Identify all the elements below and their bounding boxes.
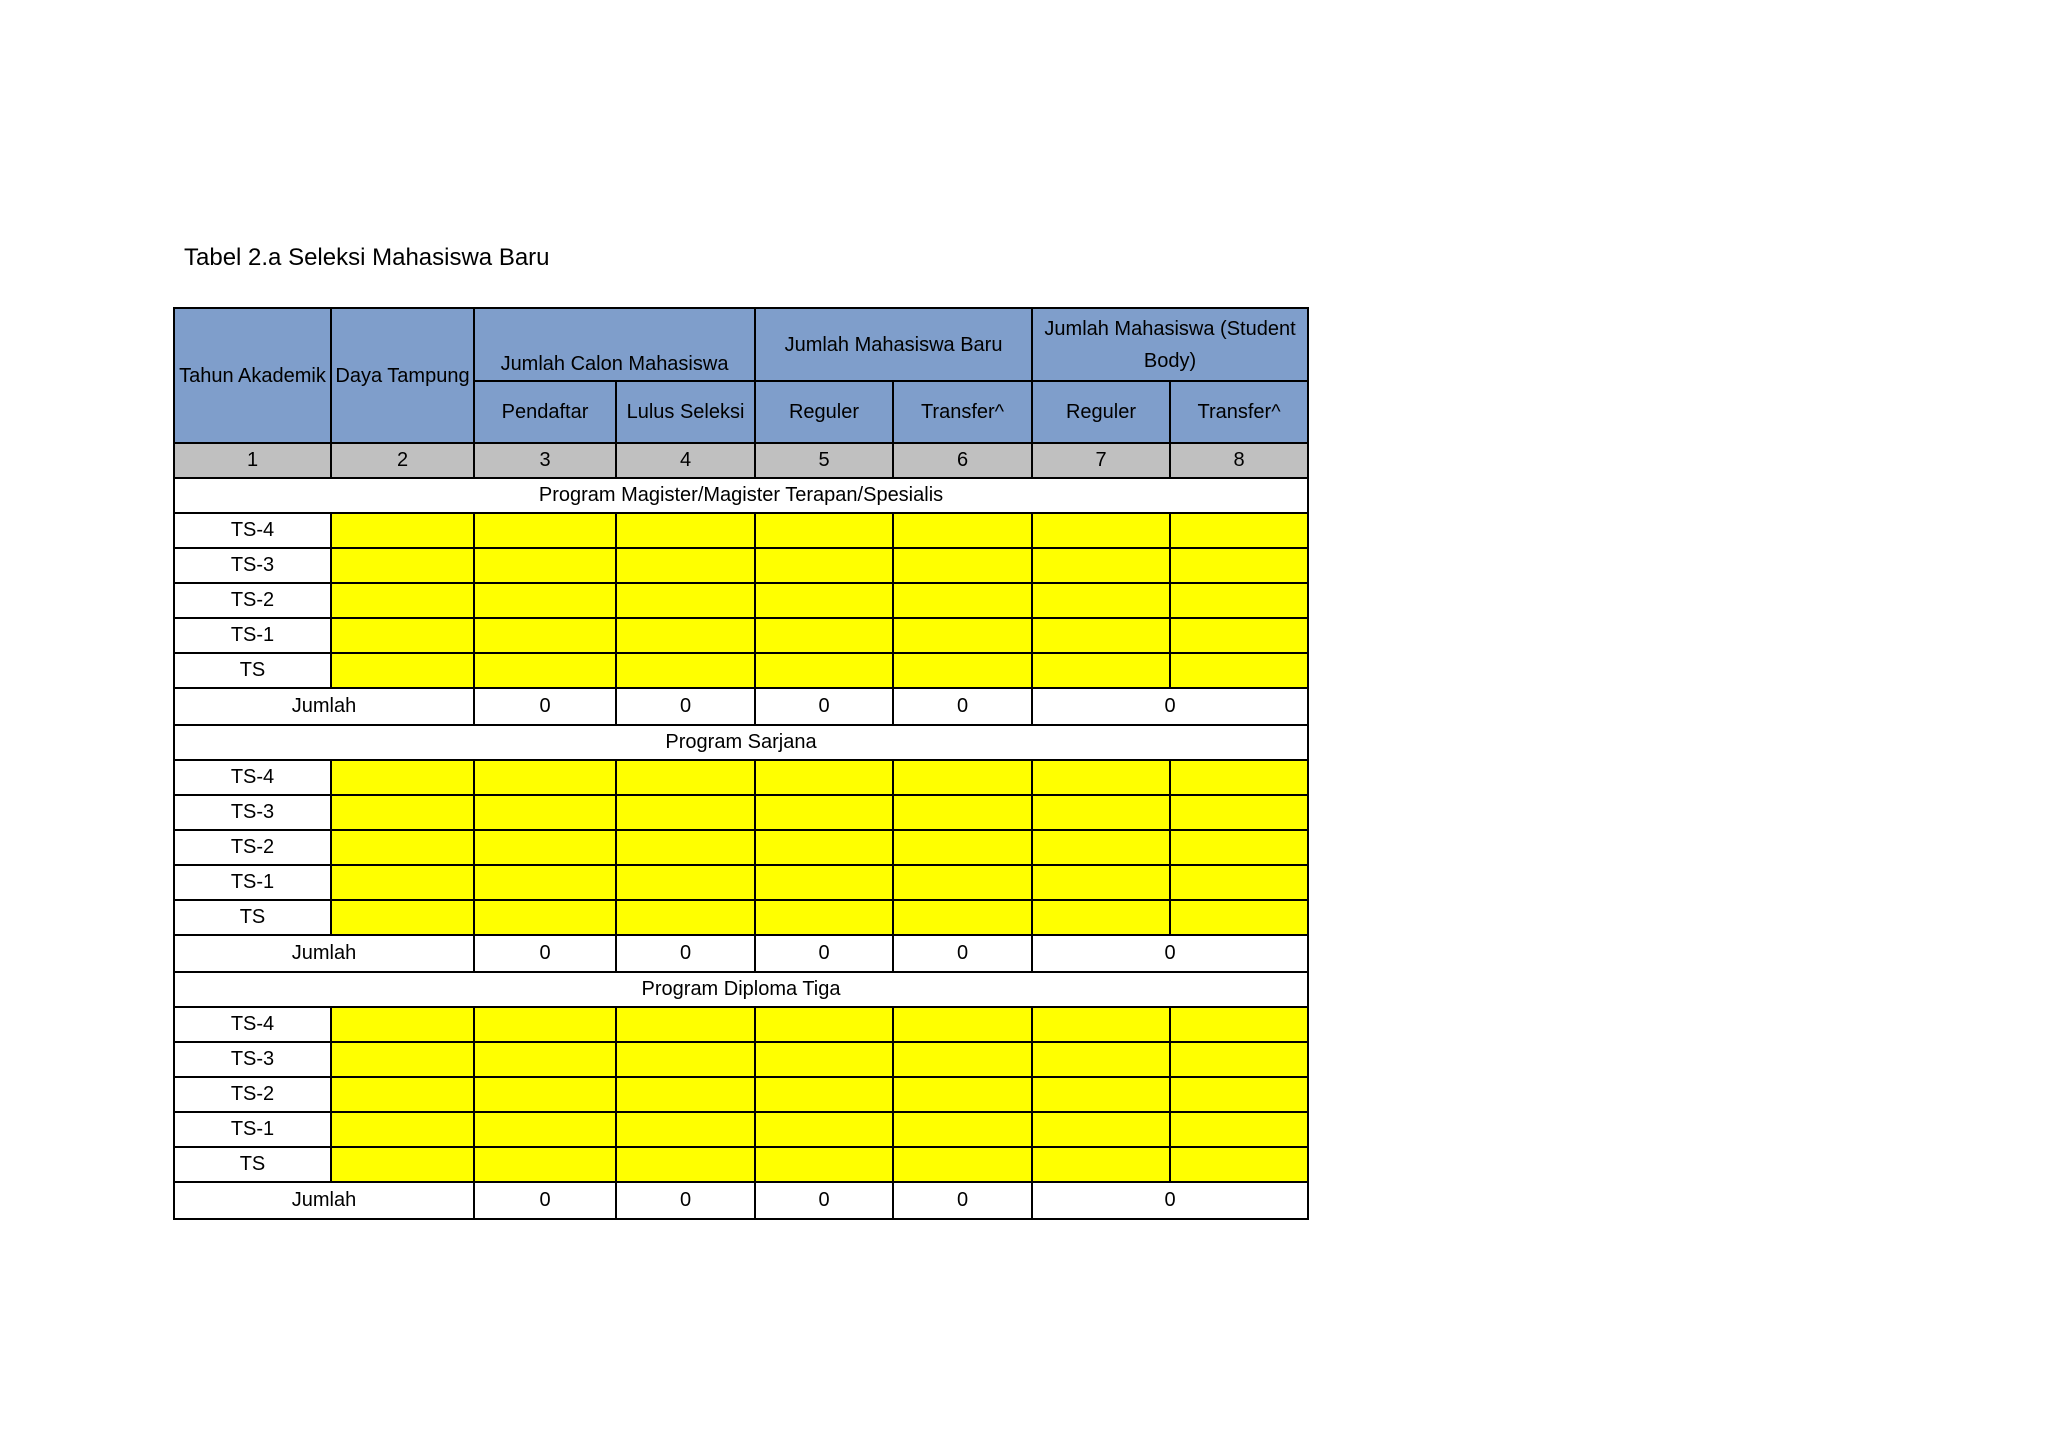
input-cell[interactable]	[616, 618, 755, 653]
row-label: TS	[174, 1147, 331, 1182]
input-cell[interactable]	[755, 865, 893, 900]
row-label: TS-2	[174, 1077, 331, 1112]
column-number: 7	[1032, 443, 1170, 478]
input-cell[interactable]	[893, 865, 1032, 900]
input-cell[interactable]	[474, 1077, 616, 1112]
input-cell[interactable]	[1170, 513, 1308, 548]
column-number: 2	[331, 443, 474, 478]
input-cell[interactable]	[893, 1042, 1032, 1077]
row-label: TS-3	[174, 548, 331, 583]
column-number: 4	[616, 443, 755, 478]
row-label: TS-1	[174, 618, 331, 653]
total-value: 0	[893, 688, 1032, 725]
input-cell[interactable]	[1170, 653, 1308, 688]
row-label: TS	[174, 900, 331, 935]
input-cell[interactable]	[1032, 900, 1170, 935]
total-value: 0	[474, 688, 616, 725]
input-cell[interactable]	[331, 513, 474, 548]
seleksi-table	[173, 307, 1309, 1220]
input-cell[interactable]	[474, 548, 616, 583]
total-value: 0	[755, 935, 893, 972]
input-cell[interactable]	[1032, 583, 1170, 618]
row-label: TS-3	[174, 1042, 331, 1077]
input-cell[interactable]	[616, 795, 755, 830]
table-row	[174, 583, 1308, 618]
input-cell[interactable]	[893, 653, 1032, 688]
input-cell[interactable]	[1170, 900, 1308, 935]
total-label: Jumlah	[174, 1182, 474, 1219]
row-label: TS	[174, 653, 331, 688]
input-cell[interactable]	[474, 1147, 616, 1182]
section-title: Program Diploma Tiga	[174, 972, 1308, 1007]
column-number: 6	[893, 443, 1032, 478]
input-cell[interactable]	[474, 1007, 616, 1042]
input-cell[interactable]	[331, 653, 474, 688]
input-cell[interactable]	[616, 513, 755, 548]
input-cell[interactable]	[474, 865, 616, 900]
input-cell[interactable]	[893, 1112, 1032, 1147]
input-cell[interactable]	[474, 513, 616, 548]
input-cell[interactable]	[1170, 830, 1308, 865]
input-cell[interactable]	[1170, 548, 1308, 583]
section-row	[174, 972, 1308, 1007]
table-row	[174, 653, 1308, 688]
section-row	[174, 725, 1308, 760]
section-row	[174, 478, 1308, 513]
input-cell[interactable]	[1170, 760, 1308, 795]
input-cell[interactable]	[1170, 1147, 1308, 1182]
total-value: 0	[893, 935, 1032, 972]
input-cell[interactable]	[893, 900, 1032, 935]
input-cell[interactable]	[755, 830, 893, 865]
row-label: TS-4	[174, 513, 331, 548]
input-cell[interactable]	[474, 900, 616, 935]
section-title: Program Sarjana	[174, 725, 1308, 760]
table-row	[174, 618, 1308, 653]
input-cell[interactable]	[893, 795, 1032, 830]
section-title: Program Magister/Magister Terapan/Spesialis	[174, 478, 1308, 513]
input-cell[interactable]	[616, 865, 755, 900]
total-value: 0	[755, 688, 893, 725]
total-row	[174, 935, 1308, 972]
input-cell[interactable]	[1170, 618, 1308, 653]
input-cell[interactable]	[1170, 1007, 1308, 1042]
column-number: 5	[755, 443, 893, 478]
input-cell[interactable]	[616, 830, 755, 865]
row-label: TS-2	[174, 583, 331, 618]
input-cell[interactable]	[616, 1077, 755, 1112]
input-cell[interactable]	[893, 1077, 1032, 1112]
total-value: 0	[755, 1182, 893, 1219]
input-cell[interactable]	[893, 548, 1032, 583]
input-cell[interactable]	[893, 513, 1032, 548]
row-label: TS-4	[174, 1007, 331, 1042]
input-cell[interactable]	[1032, 1112, 1170, 1147]
total-value: 0	[893, 1182, 1032, 1219]
input-cell[interactable]	[1032, 865, 1170, 900]
row-label: TS-4	[174, 760, 331, 795]
column-number-row	[174, 443, 1308, 478]
input-cell[interactable]	[1032, 1007, 1170, 1042]
input-cell[interactable]	[755, 795, 893, 830]
input-cell[interactable]	[331, 1042, 474, 1077]
input-cell[interactable]	[893, 760, 1032, 795]
header-student-body: Jumlah Mahasiswa (Student Body)	[1032, 308, 1308, 381]
input-cell[interactable]	[1032, 513, 1170, 548]
input-cell[interactable]	[1170, 795, 1308, 830]
row-label: TS-1	[174, 865, 331, 900]
input-cell[interactable]	[893, 618, 1032, 653]
table-row	[174, 1042, 1308, 1077]
input-cell[interactable]	[1170, 1077, 1308, 1112]
table-row	[174, 795, 1308, 830]
input-cell[interactable]	[616, 900, 755, 935]
column-number: 8	[1170, 443, 1308, 478]
input-cell[interactable]	[616, 1147, 755, 1182]
input-cell[interactable]	[755, 583, 893, 618]
table-row	[174, 830, 1308, 865]
table-row	[174, 1147, 1308, 1182]
input-cell[interactable]	[755, 1007, 893, 1042]
input-cell[interactable]	[474, 1112, 616, 1147]
row-label: TS-3	[174, 795, 331, 830]
input-cell[interactable]	[1032, 795, 1170, 830]
input-cell[interactable]	[331, 618, 474, 653]
input-cell[interactable]	[755, 1147, 893, 1182]
input-cell[interactable]	[755, 618, 893, 653]
input-cell[interactable]	[331, 900, 474, 935]
table-row	[174, 760, 1308, 795]
table-row	[174, 1007, 1308, 1042]
input-cell[interactable]	[331, 1112, 474, 1147]
input-cell[interactable]	[1032, 1077, 1170, 1112]
header-jumlah-calon: Jumlah Calon Mahasiswa	[474, 308, 755, 381]
input-cell[interactable]	[331, 795, 474, 830]
header-reguler-baru: Reguler	[755, 381, 893, 443]
input-cell[interactable]	[474, 830, 616, 865]
input-cell[interactable]	[616, 1112, 755, 1147]
input-cell[interactable]	[331, 548, 474, 583]
total-value: 0	[616, 935, 755, 972]
input-cell[interactable]	[1032, 1147, 1170, 1182]
input-cell[interactable]	[474, 795, 616, 830]
input-cell[interactable]	[755, 760, 893, 795]
total-value: 0	[474, 1182, 616, 1219]
input-cell[interactable]	[1032, 548, 1170, 583]
total-value: 0	[1032, 1182, 1308, 1219]
input-cell[interactable]	[474, 583, 616, 618]
total-value: 0	[1032, 935, 1308, 972]
total-row	[174, 688, 1308, 725]
input-cell[interactable]	[331, 830, 474, 865]
header-jumlah-baru: Jumlah Mahasiswa Baru	[755, 308, 1032, 381]
input-cell[interactable]	[755, 1112, 893, 1147]
input-cell[interactable]	[616, 1042, 755, 1077]
input-cell[interactable]	[331, 1007, 474, 1042]
input-cell[interactable]	[331, 760, 474, 795]
input-cell[interactable]	[331, 1077, 474, 1112]
input-cell[interactable]	[755, 1042, 893, 1077]
input-cell[interactable]	[893, 1147, 1032, 1182]
input-cell[interactable]	[893, 583, 1032, 618]
input-cell[interactable]	[474, 1042, 616, 1077]
input-cell[interactable]	[616, 1007, 755, 1042]
input-cell[interactable]	[616, 583, 755, 618]
input-cell[interactable]	[755, 513, 893, 548]
header-lulus-seleksi: Lulus Seleksi	[616, 381, 755, 443]
input-cell[interactable]	[474, 760, 616, 795]
total-label: Jumlah	[174, 688, 474, 725]
input-cell[interactable]	[893, 1007, 1032, 1042]
header-reguler-body: Reguler	[1032, 381, 1170, 443]
total-value: 0	[616, 688, 755, 725]
header-transfer-body: Transfer^	[1170, 381, 1308, 443]
row-label: TS-2	[174, 830, 331, 865]
row-label: TS-1	[174, 1112, 331, 1147]
input-cell[interactable]	[474, 653, 616, 688]
input-cell[interactable]	[1032, 618, 1170, 653]
input-cell[interactable]	[616, 653, 755, 688]
column-number: 1	[174, 443, 331, 478]
total-value: 0	[474, 935, 616, 972]
input-cell[interactable]	[331, 1147, 474, 1182]
table-row	[174, 865, 1308, 900]
input-cell[interactable]	[1032, 1042, 1170, 1077]
total-row	[174, 1182, 1308, 1219]
table-row	[174, 1077, 1308, 1112]
header-daya-tampung: Daya Tampung	[331, 308, 474, 443]
column-number: 3	[474, 443, 616, 478]
table-row	[174, 548, 1308, 583]
input-cell[interactable]	[755, 1077, 893, 1112]
table-row	[174, 513, 1308, 548]
input-cell[interactable]	[893, 830, 1032, 865]
input-cell[interactable]	[616, 548, 755, 583]
input-cell[interactable]	[1170, 1042, 1308, 1077]
input-cell[interactable]	[755, 548, 893, 583]
table-row	[174, 1112, 1308, 1147]
header-pendaftar: Pendaftar	[474, 381, 616, 443]
input-cell[interactable]	[474, 618, 616, 653]
input-cell[interactable]	[755, 653, 893, 688]
header-tahun-akademik: Tahun Akademik	[174, 308, 331, 443]
header-transfer-baru: Transfer^	[893, 381, 1032, 443]
total-label: Jumlah	[174, 935, 474, 972]
input-cell[interactable]	[1032, 830, 1170, 865]
total-value: 0	[1032, 688, 1308, 725]
input-cell[interactable]	[331, 865, 474, 900]
input-cell[interactable]	[1170, 865, 1308, 900]
input-cell[interactable]	[1032, 760, 1170, 795]
input-cell[interactable]	[331, 583, 474, 618]
input-cell[interactable]	[755, 900, 893, 935]
input-cell[interactable]	[1170, 1112, 1308, 1147]
total-value: 0	[616, 1182, 755, 1219]
input-cell[interactable]	[616, 760, 755, 795]
table-row	[174, 900, 1308, 935]
page-title: Tabel 2.a Seleksi Mahasiswa Baru	[184, 244, 550, 271]
input-cell[interactable]	[1170, 583, 1308, 618]
input-cell[interactable]	[1032, 653, 1170, 688]
